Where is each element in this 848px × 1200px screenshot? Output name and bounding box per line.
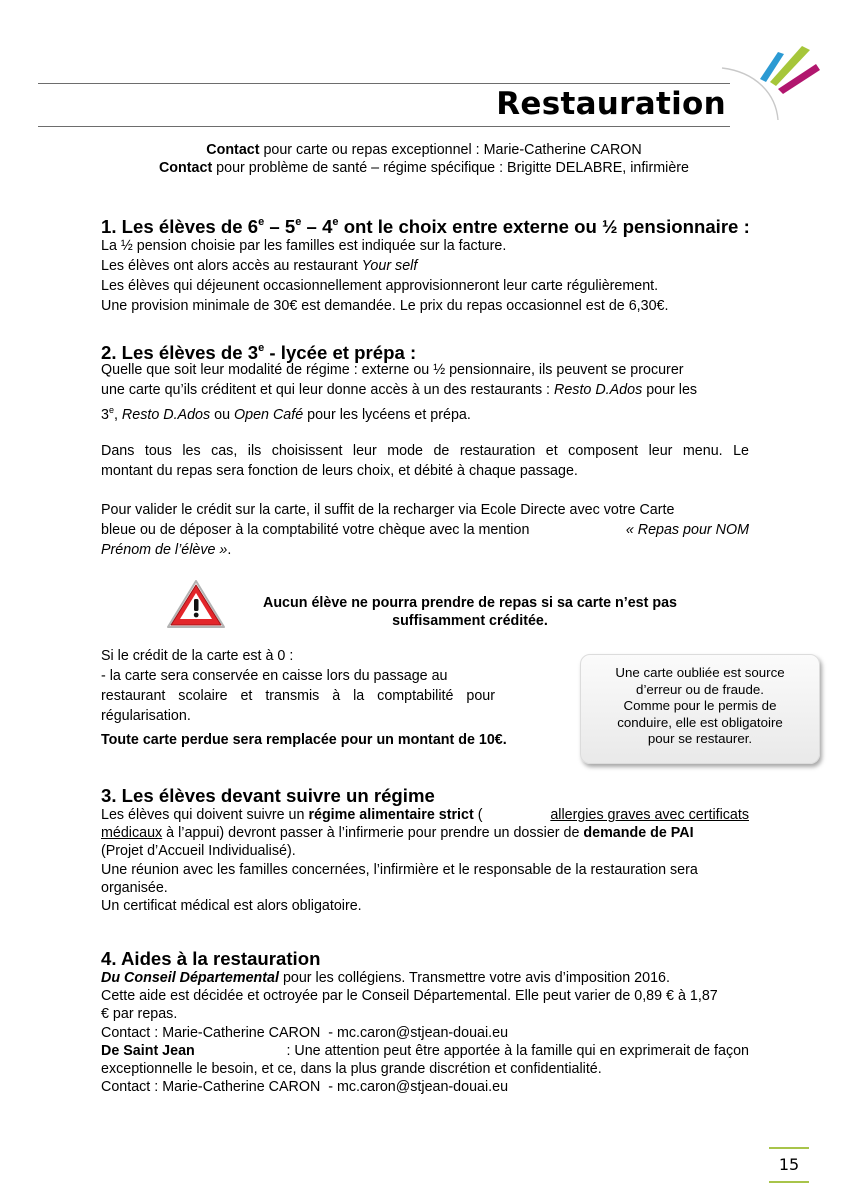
header-rule-top xyxy=(38,83,730,84)
text-line xyxy=(101,520,749,540)
text-line: Une provision minimale de 30€ est demandée. Le prix du repas occasionnel est de 6,30€. xyxy=(101,298,669,314)
text-line xyxy=(101,969,749,987)
text-line: restaurant scolaire et transmis à la comptabilité pour xyxy=(101,688,495,704)
aid-source: De Saint Jean xyxy=(101,1042,195,1059)
text-run: Les élèves qui doivent suivre un xyxy=(101,807,309,823)
section4-body xyxy=(101,969,749,1096)
text-line: Cette aide est décidée et octroyée par le Conseil Départemental. Elle peut varier de 0,89 € à 1,87 xyxy=(101,988,718,1005)
text-line: Si le crédit de la carte est à 0 : xyxy=(101,648,294,664)
text-run: bleue ou de déposer à la comptabilité votre chèque avec la mention xyxy=(101,522,534,538)
text-run: 3 xyxy=(101,406,109,423)
text-line: Contact : Marie-Catherine CARON - mc.caron@stjean-douai.eu xyxy=(101,1079,509,1096)
text-line xyxy=(101,256,749,276)
page-title: Restauration xyxy=(496,86,726,122)
text-sup: e xyxy=(108,405,114,415)
text-run: , xyxy=(113,406,122,423)
text-run: une carte qu’ils créditent et qui leur donne accès à un des restaurants : xyxy=(101,382,555,398)
contact-line-card xyxy=(38,141,810,159)
text-line: Un certificat médical est alors obligatoire. xyxy=(101,898,362,915)
heading-part: – 4 xyxy=(301,216,333,238)
text-line xyxy=(101,400,749,425)
warning-triangle-icon xyxy=(165,578,227,630)
text-line: € par repas. xyxy=(101,1006,178,1023)
mention-text: Prénom de l’élève » xyxy=(101,542,228,558)
text-line: Les élèves qui déjeunent occasionnellement approvisionneront leur carte régulièrement. xyxy=(101,278,659,294)
restaurant-name: Resto D.Ados xyxy=(121,406,211,423)
contact-text: pour problème de santé – régime spécifique : Brigitte DELABRE, infirmière xyxy=(212,160,689,176)
text-line: Pour valider le crédit sur la carte, il suffit de la recharger via Ecole Directe avec votre Carte xyxy=(101,502,675,518)
text-run: : Une attention peut être apportée à la famille qui en exprimerait de façon xyxy=(282,1042,749,1059)
text-run xyxy=(101,806,482,824)
text-line: exceptionnelle le besoin, et ce, dans la plus grande discrétion et confidentialité. xyxy=(101,1061,602,1078)
callout-line: Une carte oubliée est source xyxy=(615,665,785,680)
heading-part: – 5 xyxy=(264,216,296,238)
allergy-term: médicaux xyxy=(101,825,163,842)
text-run: à l’appui) devront passer à l’infirmerie pour prendre un dossier de xyxy=(162,825,584,842)
warning-text xyxy=(232,594,708,630)
text-line xyxy=(101,380,749,400)
section2-paragraph-3 xyxy=(101,500,749,560)
section4-heading: 4. Aides à la restauration xyxy=(101,948,321,969)
section1-heading xyxy=(101,212,750,238)
callout-line: Comme pour le permis de xyxy=(623,698,777,714)
contact-label: Contact xyxy=(206,142,260,158)
diet-term: régime alimentaire strict xyxy=(308,807,474,823)
contact-line-health xyxy=(38,159,810,177)
page-number-box xyxy=(769,1147,809,1183)
pai-term: demande de PAI xyxy=(583,825,694,842)
contact-text: pour carte ou repas exceptionnel : Marie-Catherine CARON xyxy=(259,142,642,158)
text-line: (Projet d’Accueil Individualisé). xyxy=(101,843,296,860)
text-line: Dans tous les cas, ils choisissent leur mode de restauration et composent leur menu. Le xyxy=(101,443,749,459)
text-line: Contact : Marie-Catherine CARON - mc.caron@stjean-douai.eu xyxy=(101,1024,509,1041)
lost-card-text: Toute carte perdue sera remplacée pour un montant de 10€. xyxy=(101,732,507,748)
text-run: . xyxy=(227,542,232,558)
text-line: La ½ pension choisie par les familles est indiquée sur la facture. xyxy=(101,238,507,254)
page-number: 15 xyxy=(778,1155,800,1174)
text-line: montant du repas sera fonction de leurs choix, et débité à chaque passage. xyxy=(101,463,578,479)
text-line: Quelle que soit leur modalité de régime : externe ou ½ pensionnaire, ils peuvent se procurer xyxy=(101,362,684,378)
contact-label: Contact xyxy=(158,160,213,176)
text-line xyxy=(101,1042,749,1060)
section3-heading: 3. Les élèves devant suivre un régime xyxy=(101,785,435,806)
text-run: ou xyxy=(210,406,234,423)
section1-body xyxy=(101,236,749,316)
section2-paragraph-1 xyxy=(101,360,749,425)
forgotten-card-callout xyxy=(580,654,820,764)
allergy-term: allergies graves avec certificats xyxy=(550,807,749,823)
aid-source: Du Conseil Départemental xyxy=(101,970,279,986)
text-run: pour les xyxy=(642,382,698,398)
heading-part: ont le choix entre externe ou ½ pensionnaire : xyxy=(338,216,750,238)
text-line xyxy=(101,806,749,824)
text-line: organisée. xyxy=(101,879,168,896)
heading-part: 1. Les élèves de 6 xyxy=(101,216,259,238)
warning-line: Aucun élève ne pourra prendre de repas si sa carte n’est pas xyxy=(263,595,677,611)
brush-strokes-logo-icon xyxy=(716,38,826,122)
restaurant-name: Resto D.Ados xyxy=(554,382,643,398)
text-line: Une réunion avec les familles concernées, l’infirmière et le responsable de la restauration sera xyxy=(101,861,698,878)
text-run: pour les lycéens et prépa. xyxy=(303,406,471,423)
text-line xyxy=(101,824,749,842)
callout-line: pour se restaurer. xyxy=(647,731,753,747)
heading-sup: e xyxy=(295,216,302,228)
warning-line: suffisamment créditée. xyxy=(392,613,548,629)
header-rule-bottom xyxy=(38,126,730,127)
text-run: ( xyxy=(473,807,483,823)
section3-body xyxy=(101,806,749,915)
heading-part: - lycée et prépa : xyxy=(264,342,417,364)
heading-sup: e xyxy=(332,216,339,228)
contact-block xyxy=(38,141,810,177)
text-line xyxy=(101,540,749,560)
heading-part: 2. Les élèves de 3 xyxy=(101,342,259,364)
text-run: Les élèves ont alors accès au restaurant xyxy=(101,258,362,274)
restaurant-name: Open Café xyxy=(234,406,304,423)
text-line: régularisation. xyxy=(101,708,191,724)
heading-sup: e xyxy=(258,216,265,228)
text-line: - la carte sera conservée en caisse lors du passage au xyxy=(101,668,448,684)
text-run: pour les collégiens. Transmettre votre avis d’imposition 2016. xyxy=(278,970,670,986)
mention-text: « Repas pour NOM xyxy=(625,522,749,538)
callout-line: d’erreur ou de fraude. xyxy=(636,681,764,697)
credit-block xyxy=(101,646,495,726)
callout-line: conduire, elle est obligatoire xyxy=(617,714,783,730)
heading-sup: e xyxy=(258,342,265,354)
section2-paragraph-2 xyxy=(101,441,749,481)
restaurant-name: Your self xyxy=(361,258,418,274)
